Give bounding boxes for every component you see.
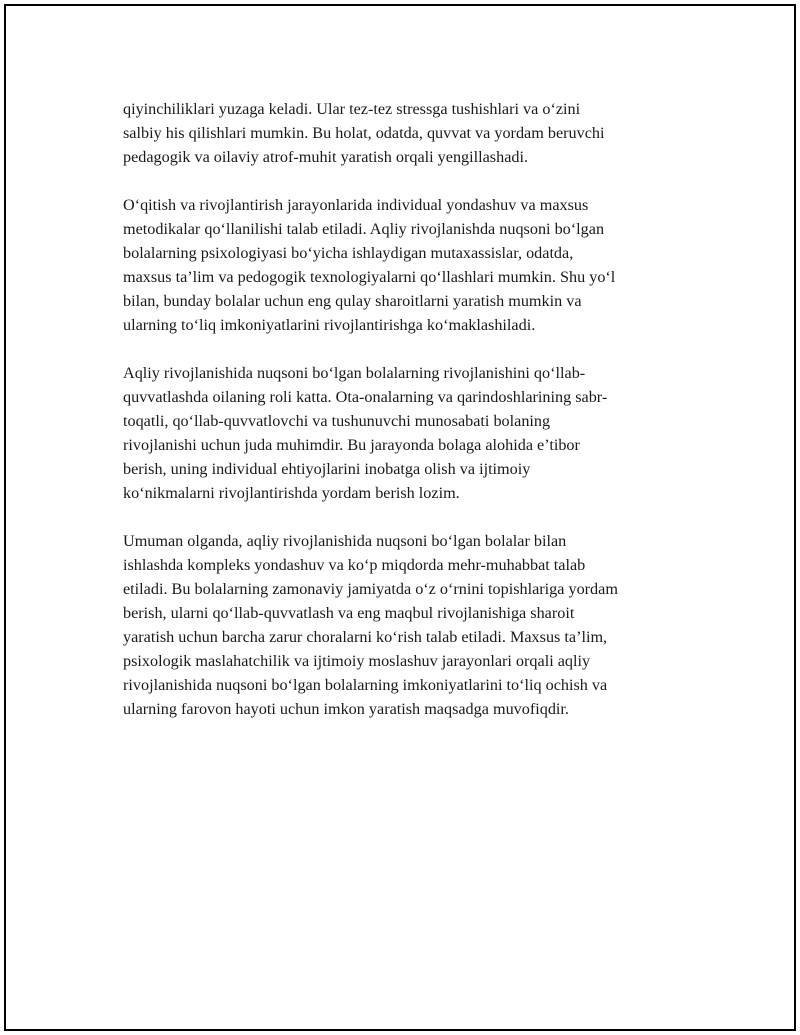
paragraph (123, 529, 695, 721)
text-line: O‘qitish va rivojlantirish jarayonlarida individual yondashuv va maxsus (123, 196, 589, 214)
paragraph (123, 193, 695, 337)
paragraph (123, 97, 695, 169)
text-line: berish, ularni qo‘llab-quvvatlash va eng maqbul rivojlanishiga sharoit (123, 604, 575, 622)
text-line: ko‘nikmalarni rivojlantirishda yordam berish lozim. (123, 484, 460, 502)
text-line: maxsus ta’lim va pedogogik texnologiyalarni qo‘llashlari mumkin. Shu yo‘l (123, 268, 616, 286)
text-line: bolalarning psixologiyasi bo‘yicha ishlaydigan mutaxassislar, odatda, (123, 244, 574, 262)
text-line: Umuman olganda, aqliy rivojlanishida nuqsoni bo‘lgan bolalar bilan (123, 532, 567, 550)
text-line: pedagogik va oilaviy atrof-muhit yaratish orqali yengillashadi. (123, 148, 529, 166)
text-line: Aqliy rivojlanishida nuqsoni bo‘lgan bolalarning rivojlanishini qo‘llab- (123, 364, 586, 382)
text-line: qiyinchiliklari yuzaga keladi. Ular tez-tez stressga tushishlari va o‘zini (123, 100, 581, 118)
text-line: toqatli, qo‘llab-quvvatlovchi va tushunuvchi munosabati bolaning (123, 412, 551, 430)
text-line: psixologik maslahatchilik va ijtimoiy moslashuv jarayonlari orqali aqliy (123, 652, 591, 670)
text-line: bilan, bunday bolalar uchun eng qulay sharoitlarni yaratish mumkin va (123, 292, 582, 310)
document-body (123, 97, 695, 745)
text-line: etiladi. Bu bolalarning zamonaviy jamiyatda o‘z o‘rnini topishlariga yordam (123, 580, 618, 598)
text-line: salbiy his qilishlari mumkin. Bu holat, odatda, quvvat va yordam beruvchi (123, 124, 605, 142)
page-frame (4, 4, 796, 1031)
text-line: ularning farovon hayoti uchun imkon yaratish maqsadga muvofiqdir. (123, 700, 569, 718)
text-line: quvvatlashda oilaning roli katta. Ota-onalarning va qarindoshlarining sabr- (123, 388, 608, 406)
text-line: ishlashda kompleks yondashuv va ko‘p miqdorda mehr-muhabbat talab (123, 556, 586, 574)
text-line: rivojlanishi uchun juda muhimdir. Bu jarayonda bolaga alohida e’tibor (123, 436, 580, 454)
text-line: yaratish uchun barcha zarur choralarni ko‘rish talab etiladi. Maxsus ta’lim, (123, 628, 608, 646)
text-line: rivojlanishida nuqsoni bo‘lgan bolalarning imkoniyatlarini to‘liq ochish va (123, 676, 608, 694)
text-line: berish, uning individual ehtiyojlarini inobatga olish va ijtimoiy (123, 460, 531, 478)
paragraph (123, 361, 695, 505)
text-line: metodikalar qo‘llanilishi talab etiladi. Aqliy rivojlanishda nuqsoni bo‘lgan (123, 220, 605, 238)
text-line: ularning to‘liq imkoniyatlarini rivojlantirishga ko‘maklashiladi. (123, 316, 536, 334)
